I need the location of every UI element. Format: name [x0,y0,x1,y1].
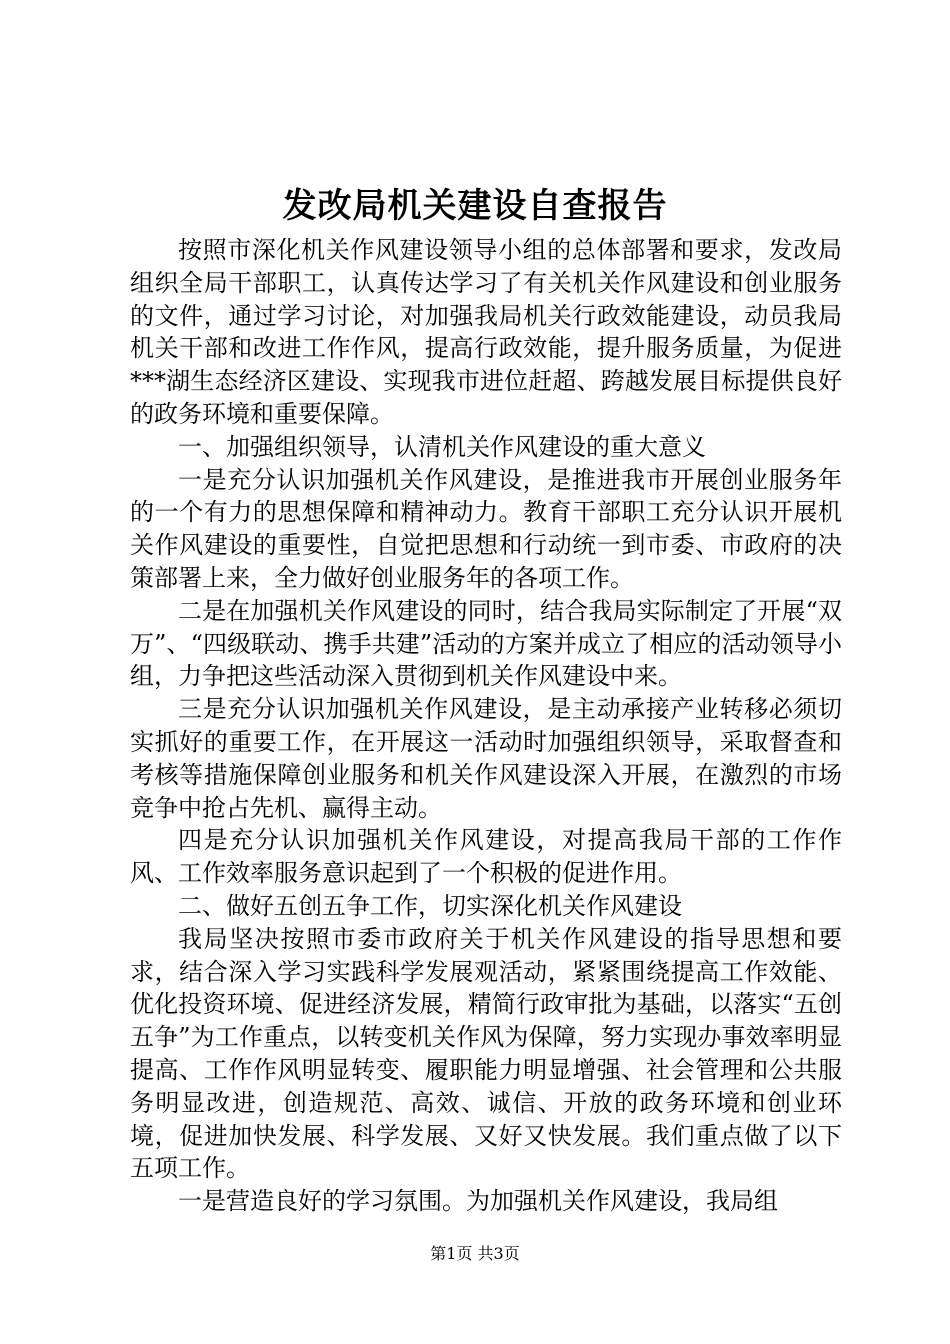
paragraph: 一是充分认识加强机关作风建设，是推进我市开展创业服务年的一个有力的思想保障和精神动力。教育干部职工充分认识开展机关作风建设的重要性，自觉把思想和行动统一到市委、市政府的决策部署上来，全力做好创业服务年的各项工作。 [130,465,842,592]
paragraph: 我局坚决按照市委市政府关于机关作风建设的指导思想和要求，结合深入学习实践科学发展观活动，紧紧围绕提高工作效能、优化投资环境、促进经济发展，精简行政审批为基础，以落实“五创五争”为工作重点，以转变机关作风为保障，努力实现办事效率明显提高、工作作风明显转变、履职能力明显增强、社会管理和公共服务明显改进，创造规范、高效、诚信、开放的政务环境和创业环境，促进加快发展、科学发展、又好又快发展。我们重点做了以下五项工作。 [130,924,842,1183]
paragraph-intro: 按照市深化机关作风建设领导小组的总体部署和要求，发改局组织全局干部职工，认真传达学习了有关机关作风建设和创业服务的文件，通过学习讨论，对加强我局机关行政效能建设，动员我局机关干部和改进工作作风，提高行政效能，提升服务质量，为促进***湖生态经济区建设、实现我市进位赶超、跨越发展目标提供良好的政务环境和重要保障。 [130,236,842,428]
paragraph: 一是营造良好的学习氛围。为加强机关作风建设，我局组 [178,1187,778,1216]
document-title: 发改局机关建设自查报告 [282,186,668,226]
paragraph: 三是充分认识加强机关作风建设，是主动承接产业转移必须切实抓好的重要工作，在开展这一活动时加强组织领导，采取督查和考核等措施保障创业服务和机关作风建设深入开展，在激烈的市场竞争中抢占先机、赢得主动。 [130,695,842,822]
page-footer: 第1页 共3页 [430,1244,520,1263]
paragraph: 四是充分认识加强机关作风建设，对提高我局干部的工作作风、工作效率服务意识起到了一个积极的促进作用。 [130,826,842,888]
section-heading-1: 一、加强组织领导，认清机关作风建设的重大意义 [178,432,706,461]
document-body [130,234,842,1218]
paragraph: 二是在加强机关作风建设的同时，结合我局实际制定了开展“双万”、“四级联动、携手共建”活动的方案并成立了相应的活动领导小组，力争把这些活动深入贯彻到机关作风建设中来。 [130,596,842,691]
section-heading-2: 二、做好五创五争工作，切实深化机关作风建设 [178,891,682,920]
